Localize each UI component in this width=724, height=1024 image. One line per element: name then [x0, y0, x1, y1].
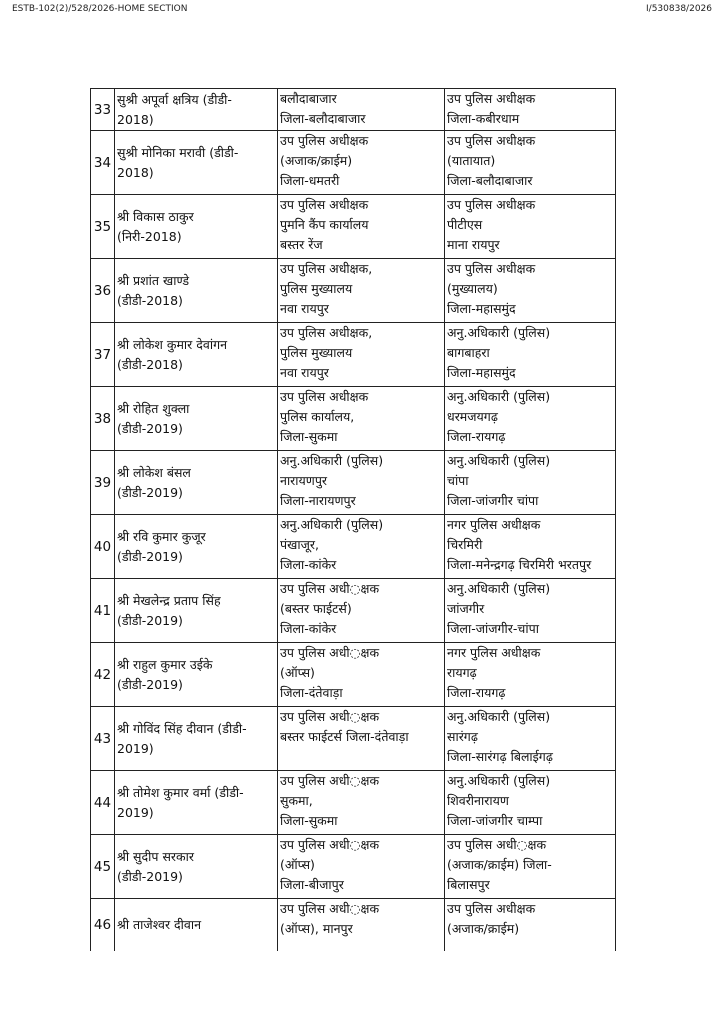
- text-line: (ऑप्स): [280, 857, 315, 872]
- text-line: (डीडी-2019): [117, 676, 183, 692]
- new-posting: [445, 323, 616, 387]
- text-line: जांजगीर: [447, 601, 485, 616]
- text-line: जिला-दंतेवाड़ा: [280, 685, 343, 700]
- text-line: सुकमा,: [280, 793, 313, 808]
- text-line: धरमजयगढ़: [447, 409, 498, 424]
- text-line: जिला-महासमुंद: [447, 365, 516, 380]
- text-line: (निरी-2018): [117, 228, 182, 244]
- text-line: जिला-रायगढ़: [447, 685, 506, 700]
- text-line: जिला-रायगढ़: [447, 429, 506, 444]
- text-line: श्री गोविंद सिंह दीवान (डीडी-: [117, 720, 247, 736]
- text-line: श्री प्रशांत खाण्डे: [117, 272, 190, 288]
- text-line: श्री रोहित शुक्ला: [117, 400, 190, 416]
- text-line: उप पुलिस अधी◌क्षक: [280, 709, 380, 724]
- new-posting: [445, 195, 616, 259]
- text-line: नगर पुलिस अधीक्षक: [447, 517, 541, 532]
- current-posting: [278, 451, 445, 515]
- officer-name: [115, 835, 278, 899]
- new-posting: [445, 387, 616, 451]
- text-line: जिला-जांजगीर चाम्पा: [447, 813, 543, 828]
- table-row: [91, 259, 616, 323]
- officer-name: [115, 89, 278, 131]
- serial-number: 34: [91, 131, 115, 195]
- serial-number: 33: [91, 89, 115, 131]
- new-posting: [445, 835, 616, 899]
- table-row: [91, 835, 616, 899]
- text-line: (मुख्यालय): [447, 281, 498, 296]
- new-posting: [445, 707, 616, 771]
- officer-name: [115, 515, 278, 579]
- current-posting: [278, 835, 445, 899]
- officer-name: [115, 195, 278, 259]
- current-posting: [278, 259, 445, 323]
- text-line: सुश्री मोनिका मरावी (डीडी-: [117, 144, 239, 160]
- text-line: पुलिस कार्यालय,: [280, 409, 355, 424]
- text-line: बिलासपुर: [447, 877, 490, 892]
- table-row: [91, 579, 616, 643]
- text-line: रायगढ़: [447, 665, 477, 680]
- text-line: जिला-बलौदाबाजार: [280, 111, 366, 126]
- current-posting: [278, 643, 445, 707]
- text-line: जिला-बलौदाबाजार: [447, 173, 533, 188]
- current-posting: [278, 771, 445, 835]
- officer-name: [115, 899, 278, 951]
- text-line: (डीडी-2019): [117, 612, 183, 628]
- table-row: [91, 323, 616, 387]
- text-line: सारंगढ़: [447, 729, 478, 744]
- text-line: जिला-सारंगढ़ बिलाईगढ़: [447, 749, 553, 764]
- text-line: जिला-कांकेर: [280, 557, 337, 572]
- text-line: जिला-जांजगीर-चांपा: [447, 621, 539, 636]
- text-line: बस्तर फाईटर्स जिला-दंतेवाड़ा: [280, 729, 409, 744]
- text-line: (डीडी-2019): [117, 420, 183, 436]
- text-line: नारायणपुर: [280, 473, 328, 488]
- text-line: जिला-मनेन्द्रगढ़ चिरमिरी भरतपुर: [447, 557, 592, 572]
- text-line: (डीडी-2019): [117, 548, 183, 564]
- text-line: अनु.अधिकारी (पुलिस): [280, 453, 384, 468]
- text-line: (ऑप्स): [280, 665, 315, 680]
- text-line: सुश्री अपूर्वा क्षत्रिय (डीडी-: [117, 91, 232, 107]
- text-line: बलौदाबाजार: [280, 91, 337, 106]
- text-line: (डीडी-2018): [117, 356, 183, 372]
- text-line: अनु.अधिकारी (पुलिस): [447, 389, 551, 404]
- text-line: उप पुलिस अधीक्षक,: [280, 325, 373, 340]
- text-line: 2019): [117, 804, 154, 820]
- text-line: उप पुलिस अधी◌क्षक: [280, 901, 380, 916]
- text-line: अनु.अधिकारी (पुलिस): [447, 581, 551, 596]
- serial-number: 35: [91, 195, 115, 259]
- text-line: जिला-सुकमा: [280, 813, 338, 828]
- text-line: (डीडी-2019): [117, 484, 183, 500]
- text-line: 2018): [117, 111, 154, 127]
- text-line: श्री तोमेश कुमार वर्मा (डीडी-: [117, 784, 244, 800]
- text-line: जिला-नारायणपुर: [280, 493, 356, 508]
- current-posting: [278, 323, 445, 387]
- transfer-table-body: [91, 89, 616, 951]
- text-line: जिला-जांजगीर चांपा: [447, 493, 539, 508]
- text-line: नगर पुलिस अधीक्षक: [447, 645, 541, 660]
- new-posting: [445, 771, 616, 835]
- new-posting: [445, 259, 616, 323]
- table-row: [91, 643, 616, 707]
- table-row: [91, 707, 616, 771]
- text-line: पंखाजूर,: [280, 537, 319, 552]
- officer-name: [115, 643, 278, 707]
- text-line: अनु.अधिकारी (पुलिस): [447, 325, 551, 340]
- text-line: (अजाक/क्राईम): [280, 153, 353, 168]
- text-line: पीटीएस: [447, 217, 483, 232]
- text-line: बागबाहरा: [447, 345, 490, 360]
- new-posting: [445, 89, 616, 131]
- text-line: जिला-धमतरी: [280, 173, 340, 188]
- text-line: चिरमिरी: [447, 537, 483, 552]
- current-posting: [278, 707, 445, 771]
- inward-number: I/530838/2026: [646, 4, 712, 14]
- officer-name: [115, 259, 278, 323]
- officer-name: [115, 579, 278, 643]
- current-posting: [278, 195, 445, 259]
- text-line: श्री मेखलेन्द्र प्रताप सिंह: [117, 592, 221, 608]
- text-line: (बस्तर फाईटर्स): [280, 601, 352, 616]
- text-line: उप पुलिस अधी◌क्षक: [280, 773, 380, 788]
- table-row: [91, 451, 616, 515]
- text-line: जिला-कांकेर: [280, 621, 337, 636]
- serial-number: 38: [91, 387, 115, 451]
- text-line: उप पुलिस अधीक्षक: [447, 901, 536, 916]
- text-line: चांपा: [447, 473, 469, 488]
- officer-name: [115, 323, 278, 387]
- text-line: उप पुलिस अधीक्षक: [280, 197, 369, 212]
- text-line: पुलिस मुख्यालय: [280, 281, 353, 296]
- text-line: नवा रायपुर: [280, 365, 329, 380]
- officer-name: [115, 707, 278, 771]
- text-line: श्री रवि कुमार कुजूर: [117, 528, 206, 544]
- document-reference: ESTB-102(2)/528/2026-HOME SECTION: [12, 4, 188, 14]
- transfer-table: [90, 88, 616, 951]
- text-line: श्री सुदीप सरकार: [117, 848, 194, 864]
- text-line: उप पुलिस अधी◌क्षक: [447, 837, 547, 852]
- text-line: (अजाक/क्राईम): [447, 921, 520, 936]
- new-posting: [445, 131, 616, 195]
- text-line: उप पुलिस अधीक्षक,: [280, 261, 373, 276]
- text-line: जिला-सुकमा: [280, 429, 338, 444]
- serial-number: 44: [91, 771, 115, 835]
- new-posting: [445, 643, 616, 707]
- officer-name: [115, 131, 278, 195]
- text-line: 2019): [117, 740, 154, 756]
- serial-number: 37: [91, 323, 115, 387]
- text-line: जिला-बीजापुर: [280, 877, 344, 892]
- text-line: नवा रायपुर: [280, 301, 329, 316]
- table-row: [91, 899, 616, 951]
- text-line: अनु.अधिकारी (पुलिस): [447, 773, 551, 788]
- text-line: श्री विकास ठाकुर: [117, 208, 194, 224]
- text-line: उप पुलिस अधीक्षक: [447, 133, 536, 148]
- current-posting: [278, 899, 445, 951]
- text-line: (अजाक/क्राईम) जिला-: [447, 857, 552, 872]
- text-line: (ऑप्स), मानपुर: [280, 921, 353, 936]
- current-posting: [278, 387, 445, 451]
- text-line: बस्तर रेंज: [280, 237, 323, 252]
- current-posting: [278, 579, 445, 643]
- text-line: उप पुलिस अधीक्षक: [280, 389, 369, 404]
- table-row: [91, 195, 616, 259]
- text-line: श्री ताजेश्वर दीवान: [117, 916, 202, 932]
- officer-name: [115, 451, 278, 515]
- new-posting: [445, 451, 616, 515]
- serial-number: 39: [91, 451, 115, 515]
- current-posting: [278, 89, 445, 131]
- text-line: पुलिस मुख्यालय: [280, 345, 353, 360]
- text-line: अनु.अधिकारी (पुलिस): [447, 453, 551, 468]
- serial-number: 36: [91, 259, 115, 323]
- text-line: शिवरीनारायण: [447, 793, 509, 808]
- table-row: [91, 771, 616, 835]
- text-line: अनु.अधिकारी (पुलिस): [447, 709, 551, 724]
- text-line: पुमनि कैंप कार्यालय: [280, 217, 369, 232]
- text-line: श्री राहुल कुमार उईके: [117, 656, 213, 672]
- table-row: [91, 89, 616, 131]
- serial-number: 43: [91, 707, 115, 771]
- text-line: उप पुलिस अधीक्षक: [447, 91, 536, 106]
- serial-number: 46: [91, 899, 115, 951]
- text-line: उप पुलिस अधी◌क्षक: [280, 581, 380, 596]
- text-line: अनु.अधिकारी (पुलिस): [280, 517, 384, 532]
- new-posting: [445, 899, 616, 951]
- text-line: उप पुलिस अधीक्षक: [280, 133, 369, 148]
- text-line: उप पुलिस अधी◌क्षक: [280, 645, 380, 660]
- officer-name: [115, 387, 278, 451]
- text-line: उप पुलिस अधी◌क्षक: [280, 837, 380, 852]
- text-line: उप पुलिस अधीक्षक: [447, 197, 536, 212]
- table-row: [91, 131, 616, 195]
- text-line: माना रायपुर: [447, 237, 500, 252]
- serial-number: 40: [91, 515, 115, 579]
- table-row: [91, 387, 616, 451]
- officer-name: [115, 771, 278, 835]
- serial-number: 41: [91, 579, 115, 643]
- text-line: श्री लोकेश कुमार देवांगन: [117, 336, 228, 352]
- text-line: जिला-कबीरधाम: [447, 111, 520, 126]
- text-line: श्री लोकेश बंसल: [117, 464, 191, 480]
- text-line: उप पुलिस अधीक्षक: [447, 261, 536, 276]
- table-row: [91, 515, 616, 579]
- serial-number: 45: [91, 835, 115, 899]
- current-posting: [278, 515, 445, 579]
- new-posting: [445, 515, 616, 579]
- new-posting: [445, 579, 616, 643]
- text-line: (यातायात): [447, 153, 496, 168]
- text-line: (डीडी-2018): [117, 292, 183, 308]
- text-line: 2018): [117, 164, 154, 180]
- serial-number: 42: [91, 643, 115, 707]
- text-line: (डीडी-2019): [117, 868, 183, 884]
- current-posting: [278, 131, 445, 195]
- text-line: जिला-महासमुंद: [447, 301, 516, 316]
